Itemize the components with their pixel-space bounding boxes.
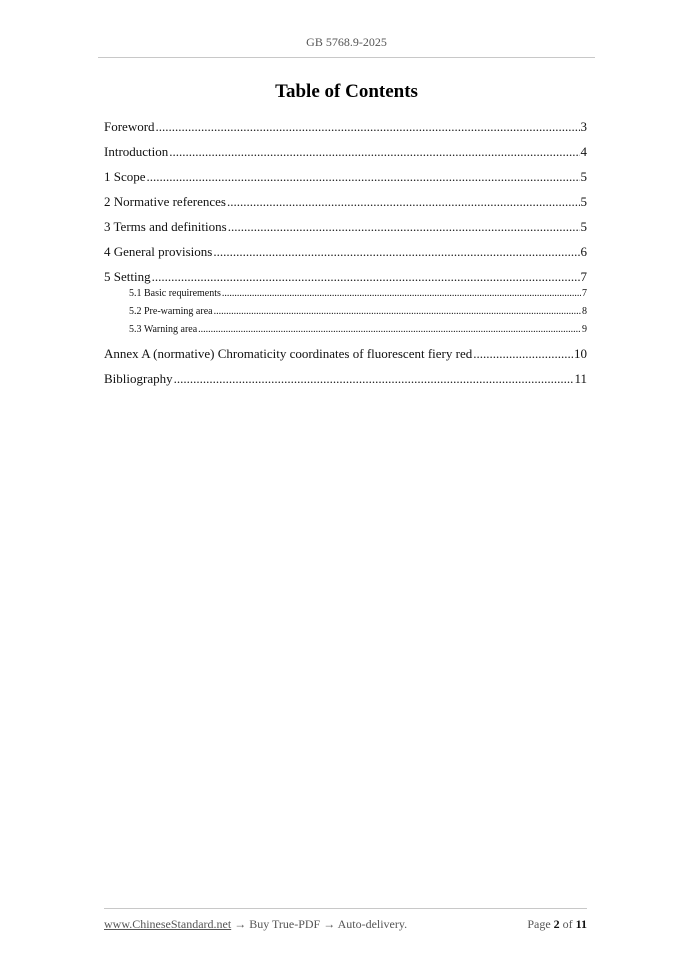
toc-entry-setting[interactable]: [104, 268, 587, 287]
toc-entry-label: 4 General provisions: [104, 244, 213, 259]
toc-entry-annex-a[interactable]: [104, 345, 587, 370]
toc-entry-foreword[interactable]: [104, 118, 587, 143]
toc-page-number: 7: [580, 269, 587, 284]
toc-entry-normative-references[interactable]: [104, 193, 587, 218]
toc-dot-leader: [156, 118, 580, 136]
toc-dot-leader: [147, 168, 580, 186]
header-rule: [98, 57, 595, 58]
toc-entry-label: 2 Normative references: [104, 194, 226, 209]
toc-dot-leader: [152, 268, 580, 286]
page-indicator: [527, 917, 587, 932]
toc-page-number: 5: [580, 194, 587, 209]
toc-page-number: 10: [574, 346, 587, 361]
toc-entry-terms-and-definitions[interactable]: [104, 218, 587, 243]
toc-page-number: 11: [574, 371, 587, 386]
toc-page-number: 5: [580, 219, 587, 234]
toc-dot-leader: [198, 323, 581, 337]
toc-dot-leader: [222, 287, 581, 301]
page-word: Page: [527, 917, 551, 931]
total-pages-number: 11: [575, 917, 587, 931]
toc-page-number: 3: [580, 119, 587, 134]
toc-page-number: 9: [582, 324, 587, 335]
toc-entry-scope[interactable]: [104, 168, 587, 193]
running-header: GB 5768.9-2025: [306, 35, 387, 49]
toc-dot-leader: [169, 143, 579, 161]
toc-dot-leader: [214, 305, 581, 319]
toc-entry-warning-area[interactable]: [104, 323, 587, 341]
toc-entry-label: Annex A (normative) Chromaticity coordinates of fluorescent fiery red: [104, 346, 473, 361]
toc-entry-general-provisions[interactable]: [104, 243, 587, 268]
promo-text: → Buy True-PDF → Auto-delivery.: [234, 917, 408, 931]
toc-entry-label: Foreword: [104, 119, 155, 134]
toc-page-number: 5: [580, 169, 587, 184]
toc-page-number: 6: [580, 244, 587, 259]
toc-title: Table of Contents: [275, 81, 418, 102]
toc-entry-label: 5.1 Basic requirements: [129, 288, 221, 299]
toc-entry-label: 5.2 Pre-warning area: [129, 306, 213, 317]
toc-page-number: 7: [582, 288, 587, 299]
footer-rule: [104, 908, 587, 909]
of-word: of: [562, 917, 573, 931]
footer-promo: [104, 917, 407, 932]
toc-page-number: 4: [580, 144, 587, 159]
toc-entry-label: 5.3 Warning area: [129, 324, 198, 335]
toc-entry-label: 3 Terms and definitions: [104, 219, 227, 234]
page-footer: [104, 917, 587, 932]
toc-entry-basic-requirements[interactable]: [104, 287, 587, 305]
toc-dot-leader: [174, 370, 574, 388]
toc-dot-leader: [227, 193, 580, 211]
toc-entry-label: 1 Scope: [104, 169, 146, 184]
toc-entry-label: Bibliography: [104, 371, 173, 386]
toc-dot-leader: [228, 218, 580, 236]
current-page-number: 2: [553, 917, 560, 931]
toc-entry-label: 5 Setting: [104, 269, 151, 284]
toc-entry-pre-warning-area[interactable]: [104, 305, 587, 323]
toc-dot-leader: [213, 243, 579, 261]
toc-page-number: 8: [582, 306, 587, 317]
site-link[interactable]: www.ChineseStandard.net: [104, 917, 232, 931]
toc-entry-label: Introduction: [104, 144, 169, 159]
table-of-contents: [104, 118, 587, 395]
toc-entry-introduction[interactable]: [104, 143, 587, 168]
toc-entry-bibliography[interactable]: [104, 370, 587, 395]
toc-dot-leader: [473, 345, 573, 363]
